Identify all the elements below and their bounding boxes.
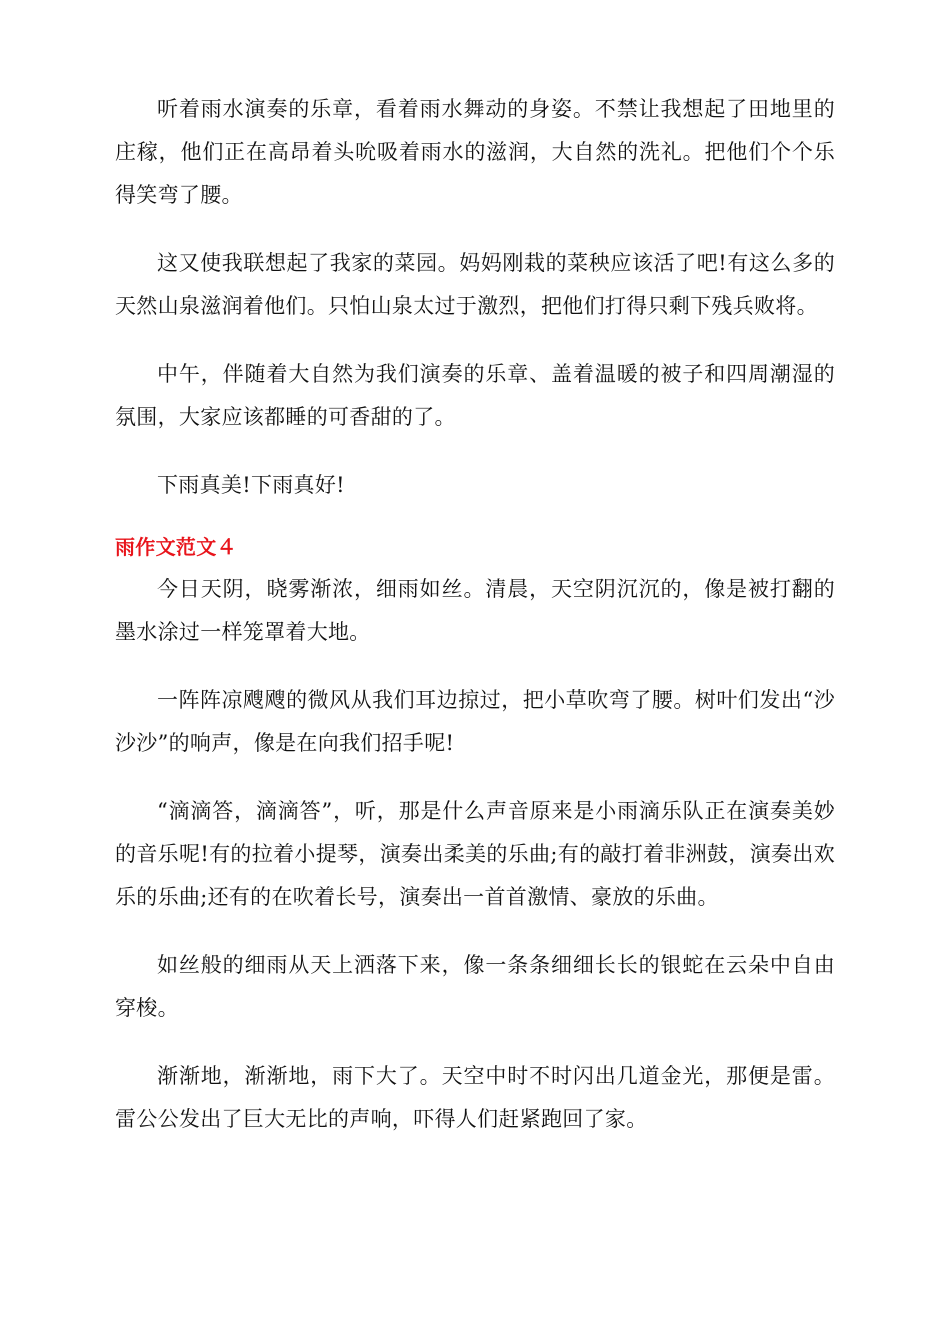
paragraph: 一阵阵凉飕飕的微风从我们耳边掠过，把小草吹弯了腰。树叶们发出“沙沙沙”的响声，像是在向我们招手呢! [115, 688, 835, 755]
section-heading: 雨作文范文４ [115, 535, 237, 559]
paragraph: 今日天阴，晓雾渐浓，细雨如丝。清晨，天空阴沉沉的，像是被打翻的墨水涂过一样笼罩着大地。 [115, 577, 835, 644]
paragraph: 中午，伴随着大自然为我们演奏的乐章、盖着温暖的被子和四周潮湿的氛围，大家应该都睡的可香甜的了。 [115, 362, 835, 429]
paragraph: 如丝般的细雨从天上洒落下来，像一条条细细长长的银蛇在云朵中自由穿梭。 [115, 953, 835, 1020]
paragraph: 听着雨水演奏的乐章，看着雨水舞动的身姿。不禁让我想起了田地里的庄稼，他们正在高昂着头吮吸着雨水的滋润，大自然的洗礼。把他们个个乐得笑弯了腰。 [115, 97, 835, 207]
paragraph: 渐渐地，渐渐地，雨下大了。天空中时不时闪出几道金光，那便是雷。雷公公发出了巨大无比的声响，吓得人们赶紧跑回了家。 [115, 1064, 835, 1131]
paragraph: 下雨真美!下雨真好! [157, 473, 345, 497]
paragraph: 这又使我联想起了我家的菜园。妈妈刚栽的菜秧应该活了吧!有这么多的天然山泉滋润着他们。只怕山泉太过于激烈，把他们打得只剩下残兵败将。 [115, 251, 835, 318]
document-body [115, 88, 835, 1166]
paragraph: “滴滴答，滴滴答”，听，那是什么声音原来是小雨滴乐队正在演奏美妙的音乐呢!有的拉着小提琴，演奏出柔美的乐曲;有的敲打着非洲鼓，演奏出欢乐的乐曲;还有的在吹着长号，演奏出一首首激情、豪放的乐曲。 [115, 799, 835, 909]
